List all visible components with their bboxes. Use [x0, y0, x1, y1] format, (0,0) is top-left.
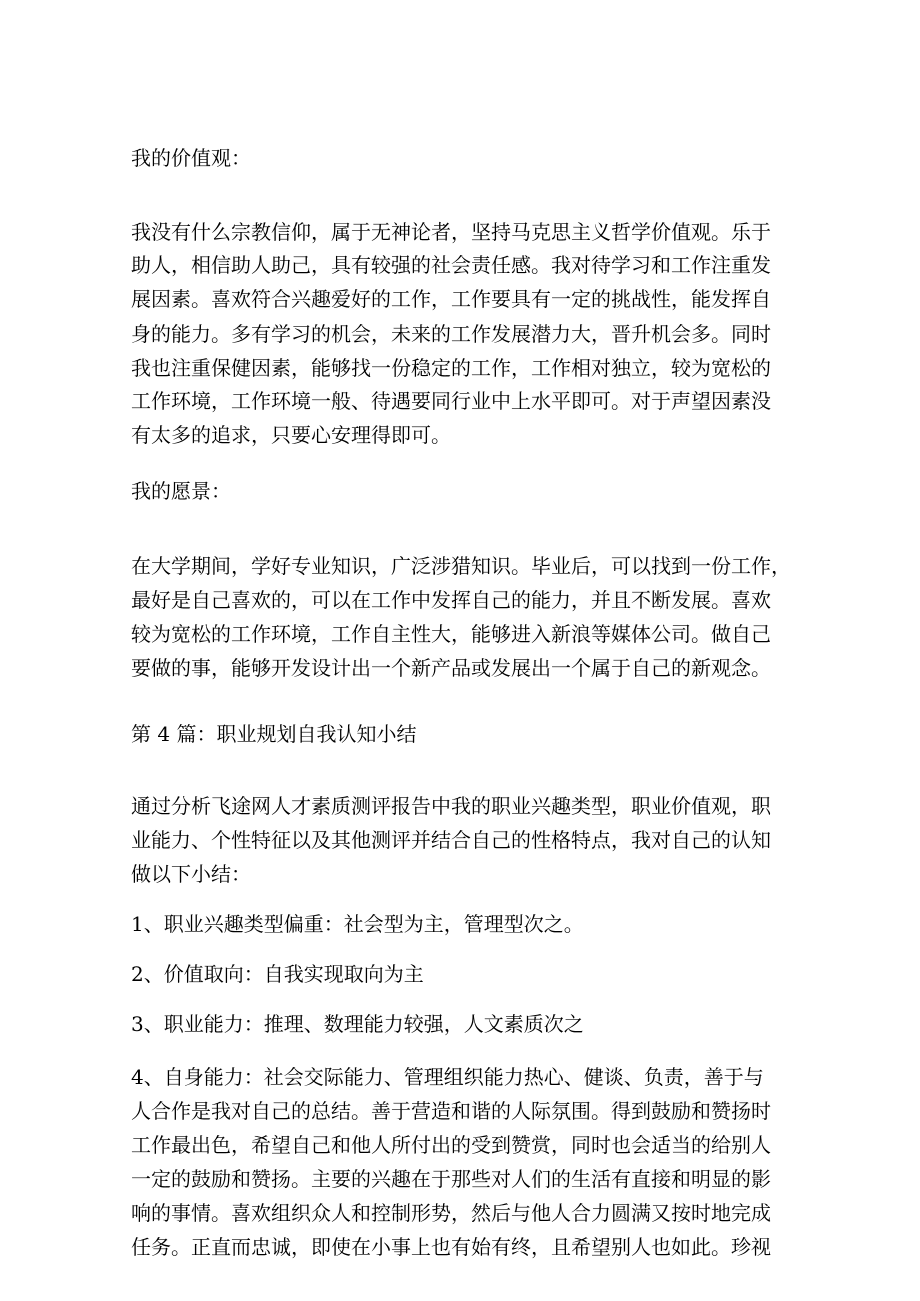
values-line: 助人，相信助人助己，具有较强的社会责任感。我对待学习和工作注重发 [131, 253, 771, 277]
item4-line: 任务。正直而忠诚，即使在小事上也有始有终，且希望别人也如此。珍视 [131, 1235, 771, 1259]
item4-line: 人合作是我对自己的总结。善于营造和谐的人际氛围。得到鼓励和赞扬时 [131, 1099, 771, 1123]
vision-line: 最好是自己喜欢的，可以在工作中发挥自己的能力，并且不断发展。喜欢 [131, 588, 771, 612]
intro-line: 做以下小结： [131, 862, 251, 886]
values-line: 展因素。喜欢符合兴趣爱好的工作，工作要具有一定的挑战性，能发挥自 [131, 287, 771, 311]
values-line: 身的能力。多有学习的机会，未来的工作发展潜力大，晋升机会多。同时 [131, 322, 771, 346]
section-title: 第 4 篇：职业规划自我认知小结 [131, 722, 417, 746]
item4-line: 4、自身能力：社会交际能力、管理组织能力热心、健谈、负责，善于与 [131, 1065, 764, 1089]
values-heading: 我的价值观： [131, 146, 251, 170]
list-item: 3、职业能力：推理、数理能力较强，人文素质次之 [131, 1012, 584, 1036]
item4-line: 响的事情。喜欢组织众人和控制形势，然后与他人合力圆满又按时地完成 [131, 1201, 771, 1225]
vision-line: 较为宽松的工作环境，工作自主性大，能够进入新浪等媒体公司。做自己 [131, 622, 771, 646]
list-item: 2、价值取向：自我实现取向为主 [131, 962, 424, 986]
values-line: 有太多的追求，只要心安理得即可。 [131, 423, 451, 447]
intro-line: 业能力、个性特征以及其他测评并结合自己的性格特点，我对自己的认知 [131, 828, 771, 852]
values-line: 工作环境，工作环境一般、待遇要同行业中上水平即可。对于声望因素没 [131, 389, 771, 413]
vision-line: 要做的事，能够开发设计出一个新产品或发展出一个属于自己的新观念。 [131, 656, 771, 680]
intro-line: 通过分析飞途网人才素质测评报告中我的职业兴趣类型，职业价值观，职 [131, 794, 771, 818]
values-line: 我没有什么宗教信仰，属于无神论者，坚持马克思主义哲学价值观。乐于 [131, 220, 771, 244]
vision-heading: 我的愿景： [131, 479, 231, 503]
item4-line: 工作最出色，希望自己和他人所付出的受到赞赏，同时也会适当的给别人 [131, 1133, 771, 1157]
values-line: 我也注重保健因素，能够找一份稳定的工作，工作相对独立，较为宽松的 [131, 356, 771, 380]
list-item: 1、职业兴趣类型偏重：社会型为主，管理型次之。 [131, 912, 584, 936]
item4-line: 一定的鼓励和赞扬。主要的兴趣在于那些对人们的生活有直接和明显的影 [131, 1167, 771, 1191]
vision-line: 在大学期间，学好专业知识，广泛涉猎知识。毕业后，可以找到一份工作， [131, 554, 791, 578]
